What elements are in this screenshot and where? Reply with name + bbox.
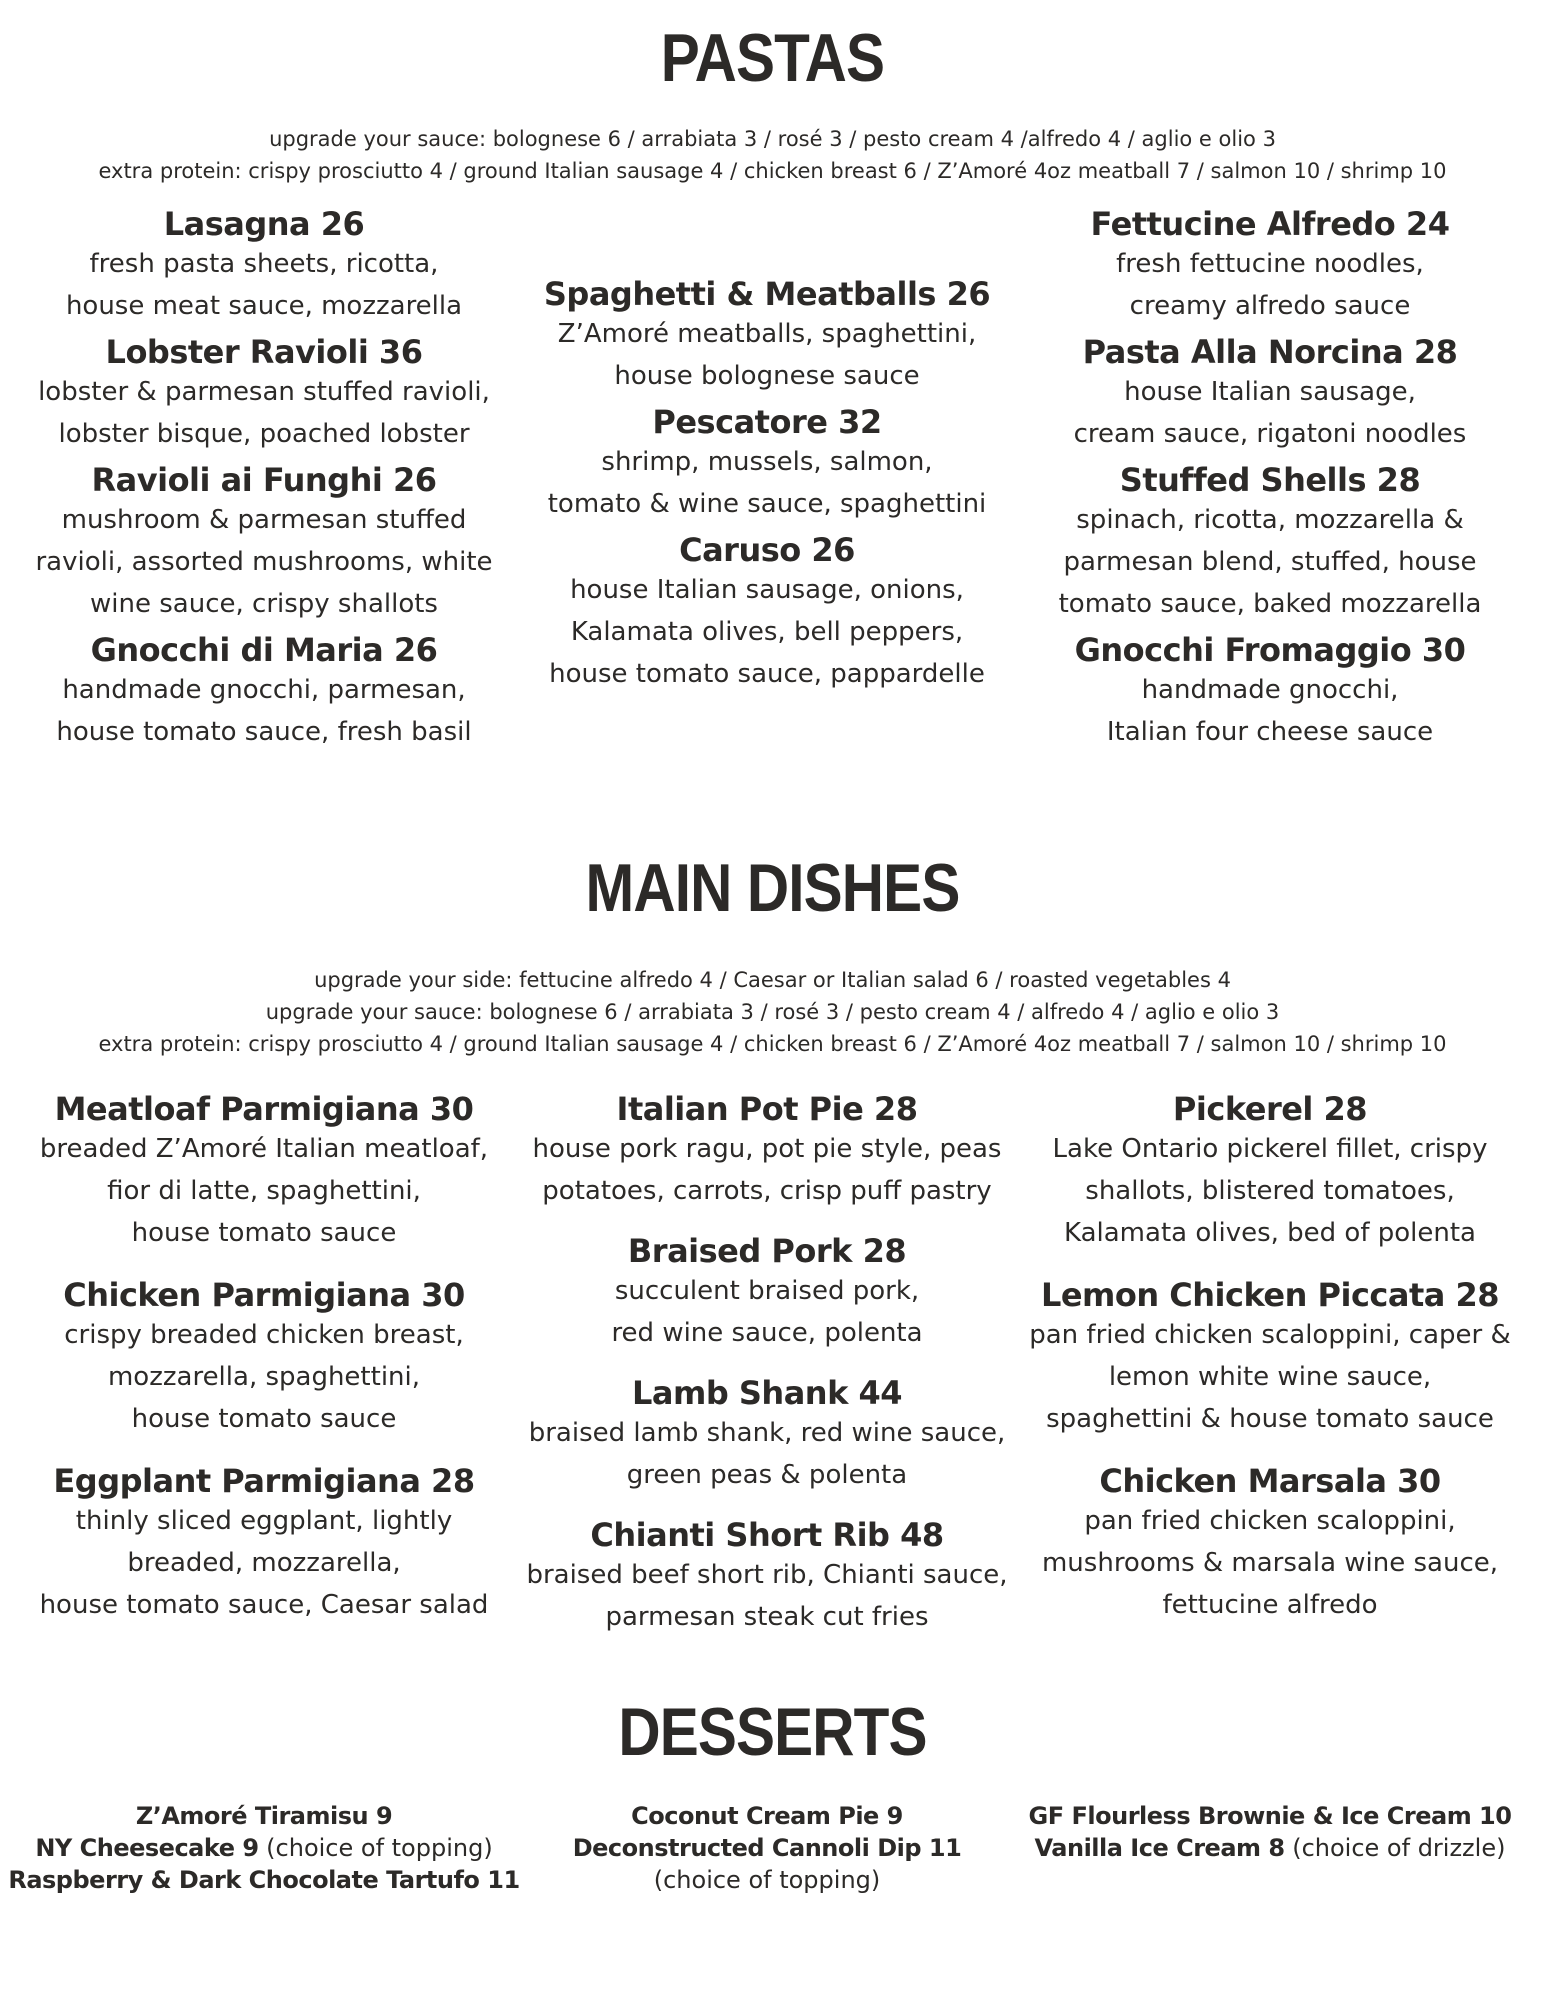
item-desc: wine sauce, crispy shallots [90, 589, 438, 619]
desserts-column-1 [4, 1800, 524, 1896]
item-desc: fior di latte, spaghettini, [107, 1176, 421, 1206]
menu-item [14, 205, 514, 327]
pastas-column-2 [517, 275, 1017, 695]
item-desc: parmesan blend, stuffed, house [1063, 547, 1477, 577]
item-desc: tomato & wine sauce, spaghettini [547, 489, 987, 519]
item-name: Pickerel 28 [1172, 1090, 1368, 1128]
dessert-name: Deconstructed Cannoli Dip 11 [572, 1834, 962, 1862]
menu-item [517, 1374, 1017, 1496]
dessert-item [4, 1800, 524, 1832]
desserts-column-2 [507, 1800, 1027, 1896]
menu-item [14, 1462, 514, 1626]
item-desc: fresh fettucine noodles, [1116, 249, 1424, 279]
item-name: Lamb Shank 44 [631, 1374, 903, 1412]
item-desc: lobster & parmesan stuffed ravioli, [38, 377, 490, 407]
item-name: Stuffed Shells 28 [1119, 461, 1421, 499]
item-desc: parmesan steak cut fries [605, 1602, 929, 1632]
item-desc: house Italian sausage, onions, [570, 575, 964, 605]
item-name: Pasta Alla Norcina 28 [1082, 333, 1458, 371]
item-desc: thinly sliced eggplant, lightly [75, 1506, 453, 1536]
mains-column-2 [517, 1090, 1017, 1638]
item-desc: red wine sauce, polenta [611, 1318, 923, 1348]
item-name: Ravioli ai Funghi 26 [91, 461, 437, 499]
item-desc: mozzarella, spaghettini, [107, 1362, 421, 1392]
menu-item [1020, 461, 1520, 625]
item-name: Caruso 26 [679, 531, 855, 569]
item-desc: Kalamata olives, bed of polenta [1064, 1218, 1476, 1248]
menu-item [1020, 205, 1520, 327]
item-desc: cream sauce, rigatoni noodles [1073, 419, 1467, 449]
item-desc: house meat sauce, mozzarella [65, 291, 463, 321]
item-desc: Kalamata olives, bell peppers, [570, 617, 964, 647]
item-name: Gnocchi di Maria 26 [90, 631, 438, 669]
dessert-note: (choice of topping) [653, 1866, 881, 1894]
item-desc: house bolognese sauce [614, 361, 920, 391]
item-desc: spinach, ricotta, mozzarella & [1076, 505, 1464, 535]
item-name: Lasagna 26 [163, 205, 365, 243]
item-name: Chianti Short Rib 48 [590, 1516, 944, 1554]
item-desc: ravioli, assorted mushrooms, white [35, 547, 493, 577]
item-desc: succulent braised pork, [614, 1276, 920, 1306]
dessert-name: Raspberry & Dark Chocolate Tartufo 11 [8, 1866, 520, 1894]
item-desc: shrimp, mussels, salmon, [601, 447, 933, 477]
item-name: Chicken Marsala 30 [1099, 1462, 1441, 1500]
item-desc: tomato sauce, baked mozzarella [1058, 589, 1482, 619]
item-name: Chicken Parmigiana 30 [63, 1276, 465, 1314]
menu-item [14, 1276, 514, 1440]
item-desc: pan fried chicken scaloppini, [1084, 1506, 1456, 1536]
mains-protein-note: extra protein: crispy prosciutto 4 / ground Italian sausage 4 / chicken breast 6 / Z’Amoré 4oz meatball 7 / salmon 10 / shrimp 10 [98, 1032, 1447, 1056]
item-name: Braised Pork 28 [627, 1232, 907, 1270]
dessert-item [4, 1864, 524, 1896]
item-desc: braised beef short rib, Chianti sauce, [526, 1560, 1008, 1590]
menu-item [14, 1090, 514, 1254]
pastas-column-1 [14, 205, 514, 753]
item-desc: braised lamb shank, red wine sauce, [528, 1418, 1006, 1448]
item-desc: lobster bisque, poached lobster [58, 419, 470, 449]
item-name: Lemon Chicken Piccata 28 [1040, 1276, 1500, 1314]
menu-item [1020, 1276, 1520, 1440]
pastas-column-3 [1020, 205, 1520, 753]
menu-item [517, 403, 1017, 525]
item-desc: house tomato sauce, fresh basil [56, 717, 472, 747]
dessert-item [1010, 1832, 1530, 1864]
item-desc: breaded, mozzarella, [127, 1548, 401, 1578]
mains-sauce-note: upgrade your sauce: bolognese 6 / arrabiata 3 / rosé 3 / pesto cream 4 / alfredo 4 / aglio e olio 3 [265, 1000, 1280, 1024]
item-desc: Italian four cheese sauce [1106, 717, 1434, 747]
mains-column-1 [14, 1090, 514, 1626]
item-desc: house tomato sauce [131, 1404, 397, 1434]
item-desc: house Italian sausage, [1124, 377, 1416, 407]
item-desc: Lake Ontario pickerel fillet, crispy [1052, 1134, 1488, 1164]
menu-item [1020, 1090, 1520, 1254]
dessert-item [507, 1800, 1027, 1832]
dessert-item [4, 1832, 524, 1864]
dessert-name: Coconut Cream Pie 9 [631, 1802, 903, 1830]
menu-item [14, 631, 514, 753]
item-name: Lobster Ravioli 36 [105, 333, 423, 371]
pastas-sauce-note: upgrade your sauce: bolognese 6 / arrabiata 3 / rosé 3 / pesto cream 4 /alfredo 4 / aglio e olio 3 [269, 127, 1276, 151]
menu-item [517, 1516, 1017, 1638]
menu-item [517, 1232, 1017, 1354]
item-desc: fettucine alfredo [1162, 1590, 1378, 1620]
item-desc: handmade gnocchi, [1141, 675, 1399, 705]
menu-item [517, 531, 1017, 695]
item-desc: shallots, blistered tomatoes, [1085, 1176, 1455, 1206]
item-desc: green peas & polenta [626, 1460, 908, 1490]
item-desc: fresh pasta sheets, ricotta, [89, 249, 439, 279]
dessert-item [507, 1832, 1027, 1864]
dessert-note: (choice of topping) [266, 1834, 493, 1862]
mains-column-3 [1020, 1090, 1520, 1626]
item-desc: house tomato sauce [131, 1218, 397, 1248]
dessert-item [1010, 1800, 1530, 1832]
dessert-name: Z’Amoré Tiramisu 9 [135, 1802, 393, 1830]
item-desc: Z’Amoré meatballs, spaghettini, [557, 319, 977, 349]
item-desc: spaghettini & house tomato sauce [1046, 1404, 1494, 1434]
item-name: Spaghetti & Meatballs 26 [543, 275, 991, 313]
item-desc: mushrooms & marsala wine sauce, [1041, 1548, 1499, 1578]
item-desc: potatoes, carrots, crisp puff pastry [542, 1176, 992, 1206]
menu-item [1020, 631, 1520, 753]
item-desc: handmade gnocchi, parmesan, [62, 675, 466, 705]
item-name: Eggplant Parmigiana 28 [53, 1462, 475, 1500]
item-name: Meatloaf Parmigiana 30 [54, 1090, 474, 1128]
item-desc: house tomato sauce, pappardelle [549, 659, 985, 689]
menu-item [14, 333, 514, 455]
menu-item [1020, 1462, 1520, 1626]
item-desc: breaded Z’Amoré Italian meatloaf, [39, 1134, 489, 1164]
item-name: Pescatore 32 [652, 403, 882, 441]
item-name: Italian Pot Pie 28 [616, 1090, 918, 1128]
desserts-column-3 [1010, 1800, 1530, 1864]
pastas-protein-note: extra protein: crispy prosciutto 4 / ground Italian sausage 4 / chicken breast 6 / Z’Amoré 4oz meatball 7 / salmon 10 / shrimp 10 [98, 159, 1447, 183]
menu-item [14, 461, 514, 625]
dessert-item [507, 1864, 1027, 1896]
item-name: Gnocchi Fromaggio 30 [1074, 631, 1466, 669]
menu-item [517, 275, 1017, 397]
dessert-name: GF Flourless Brownie & Ice Cream 10 [1028, 1802, 1512, 1830]
item-desc: crispy breaded chicken breast, [64, 1320, 464, 1350]
pastas-title: PASTAS [660, 20, 885, 96]
dessert-note: (choice of drizzle) [1292, 1834, 1506, 1862]
item-name: Fettucine Alfredo 24 [1090, 205, 1450, 243]
item-desc: lemon white wine sauce, [1108, 1362, 1432, 1392]
menu-item [1020, 333, 1520, 455]
item-desc: creamy alfredo sauce [1129, 291, 1411, 321]
main-dishes-title: MAIN DISHES [585, 850, 960, 926]
mains-side-note: upgrade your side: fettucine alfredo 4 / Caesar or Italian salad 6 / roasted vegetables 4 [314, 968, 1231, 992]
desserts-title: DESSERTS [618, 1694, 927, 1770]
dessert-name: NY Cheesecake 9 [35, 1834, 259, 1862]
item-desc: pan fried chicken scaloppini, caper & [1029, 1320, 1511, 1350]
dessert-name: Vanilla Ice Cream 8 [1034, 1834, 1285, 1862]
menu-item [517, 1090, 1017, 1212]
item-desc: house tomato sauce, Caesar salad [39, 1590, 489, 1620]
item-desc: house pork ragu, pot pie style, peas [532, 1134, 1002, 1164]
item-desc: mushroom & parmesan stuffed [61, 505, 467, 535]
